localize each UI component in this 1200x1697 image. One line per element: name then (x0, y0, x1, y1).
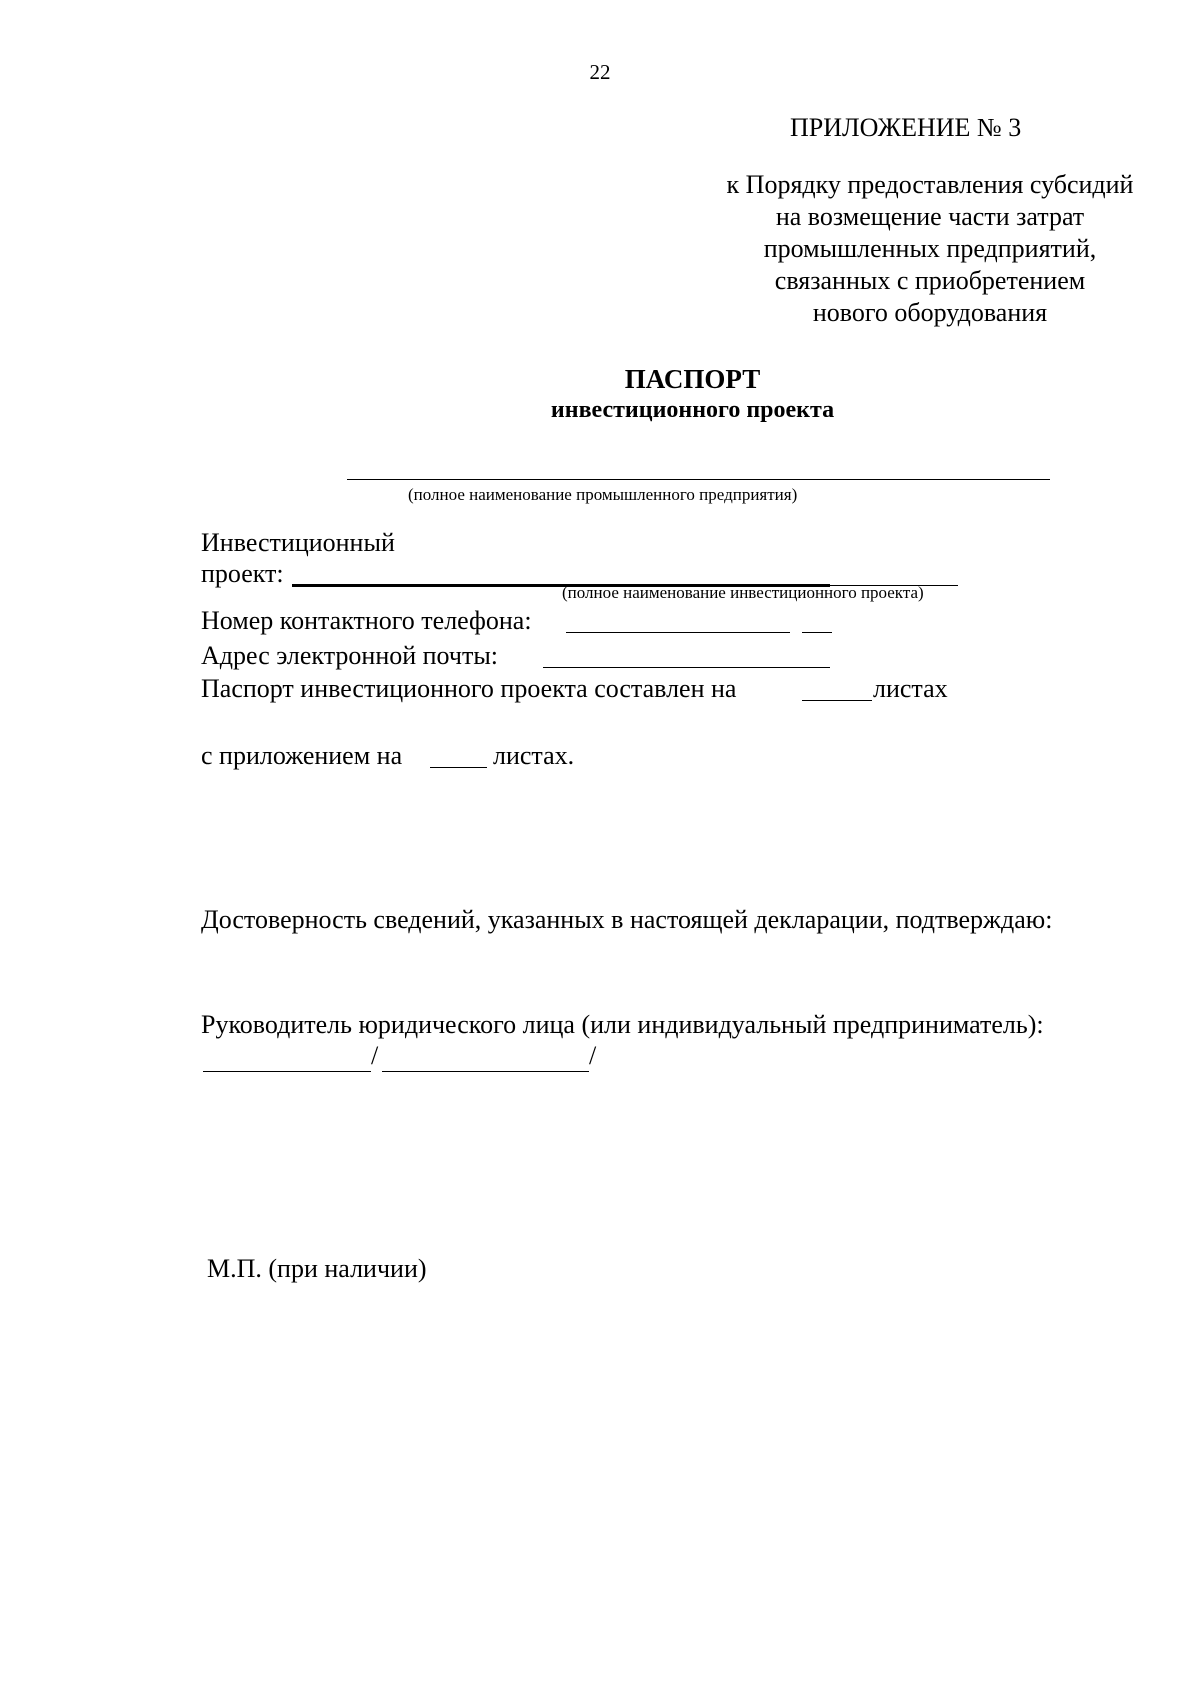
sheets-count-line (802, 700, 872, 701)
head-label: Руководитель юридического лица (или индивидуальный предприниматель): (201, 1010, 1044, 1039)
phone-label: Номер контактного телефона: (201, 606, 532, 635)
signature-separator: / (371, 1041, 379, 1070)
attachment-count-line (430, 767, 487, 768)
signature-line (203, 1071, 371, 1072)
enterprise-name-caption: (полное наименование промышленного предприятия) (408, 485, 798, 504)
email-field-line (543, 667, 830, 668)
appendix-description-line: промышленных предприятий, (763, 234, 1097, 263)
signature-separator: / (589, 1041, 597, 1070)
appendix-description-line: связанных с приобретением (774, 266, 1086, 295)
project-label-line2: проект: (201, 559, 284, 588)
phone-field-line (566, 632, 790, 633)
appendix-description (680, 169, 1180, 329)
signature-name-line (382, 1071, 589, 1072)
stamp-label: М.П. (при наличии) (207, 1254, 427, 1283)
reliability-statement: Достоверность сведений, указанных в настоящей декларации, подтверждаю: (201, 905, 1053, 934)
sheets-prefix: Паспорт инвестиционного проекта составлен на (201, 674, 737, 703)
appendix-label: ПРИЛОЖЕНИЕ № 3 (790, 113, 1022, 142)
document-title: ПАСПОРТ (624, 364, 761, 394)
project-label-line1: Инвестиционный (201, 528, 395, 557)
appendix-description-line: нового оборудования (812, 298, 1048, 327)
sheets-suffix: листах (873, 674, 948, 703)
email-label: Адрес электронной почты: (201, 641, 499, 670)
attachment-suffix: листах. (493, 741, 575, 770)
document-subtitle: инвестиционного проекта (550, 397, 835, 423)
appendix-description-line: к Порядку предоставления субсидий (726, 170, 1134, 199)
phone-field-line-extension (802, 632, 832, 633)
page-number: 22 (589, 60, 611, 84)
appendix-description-line: на возмещение части затрат (775, 202, 1085, 231)
enterprise-name-line (347, 479, 1050, 480)
project-name-caption: (полное наименование инвестиционного проекта) (562, 583, 924, 602)
attachment-prefix: с приложением на (201, 741, 403, 770)
